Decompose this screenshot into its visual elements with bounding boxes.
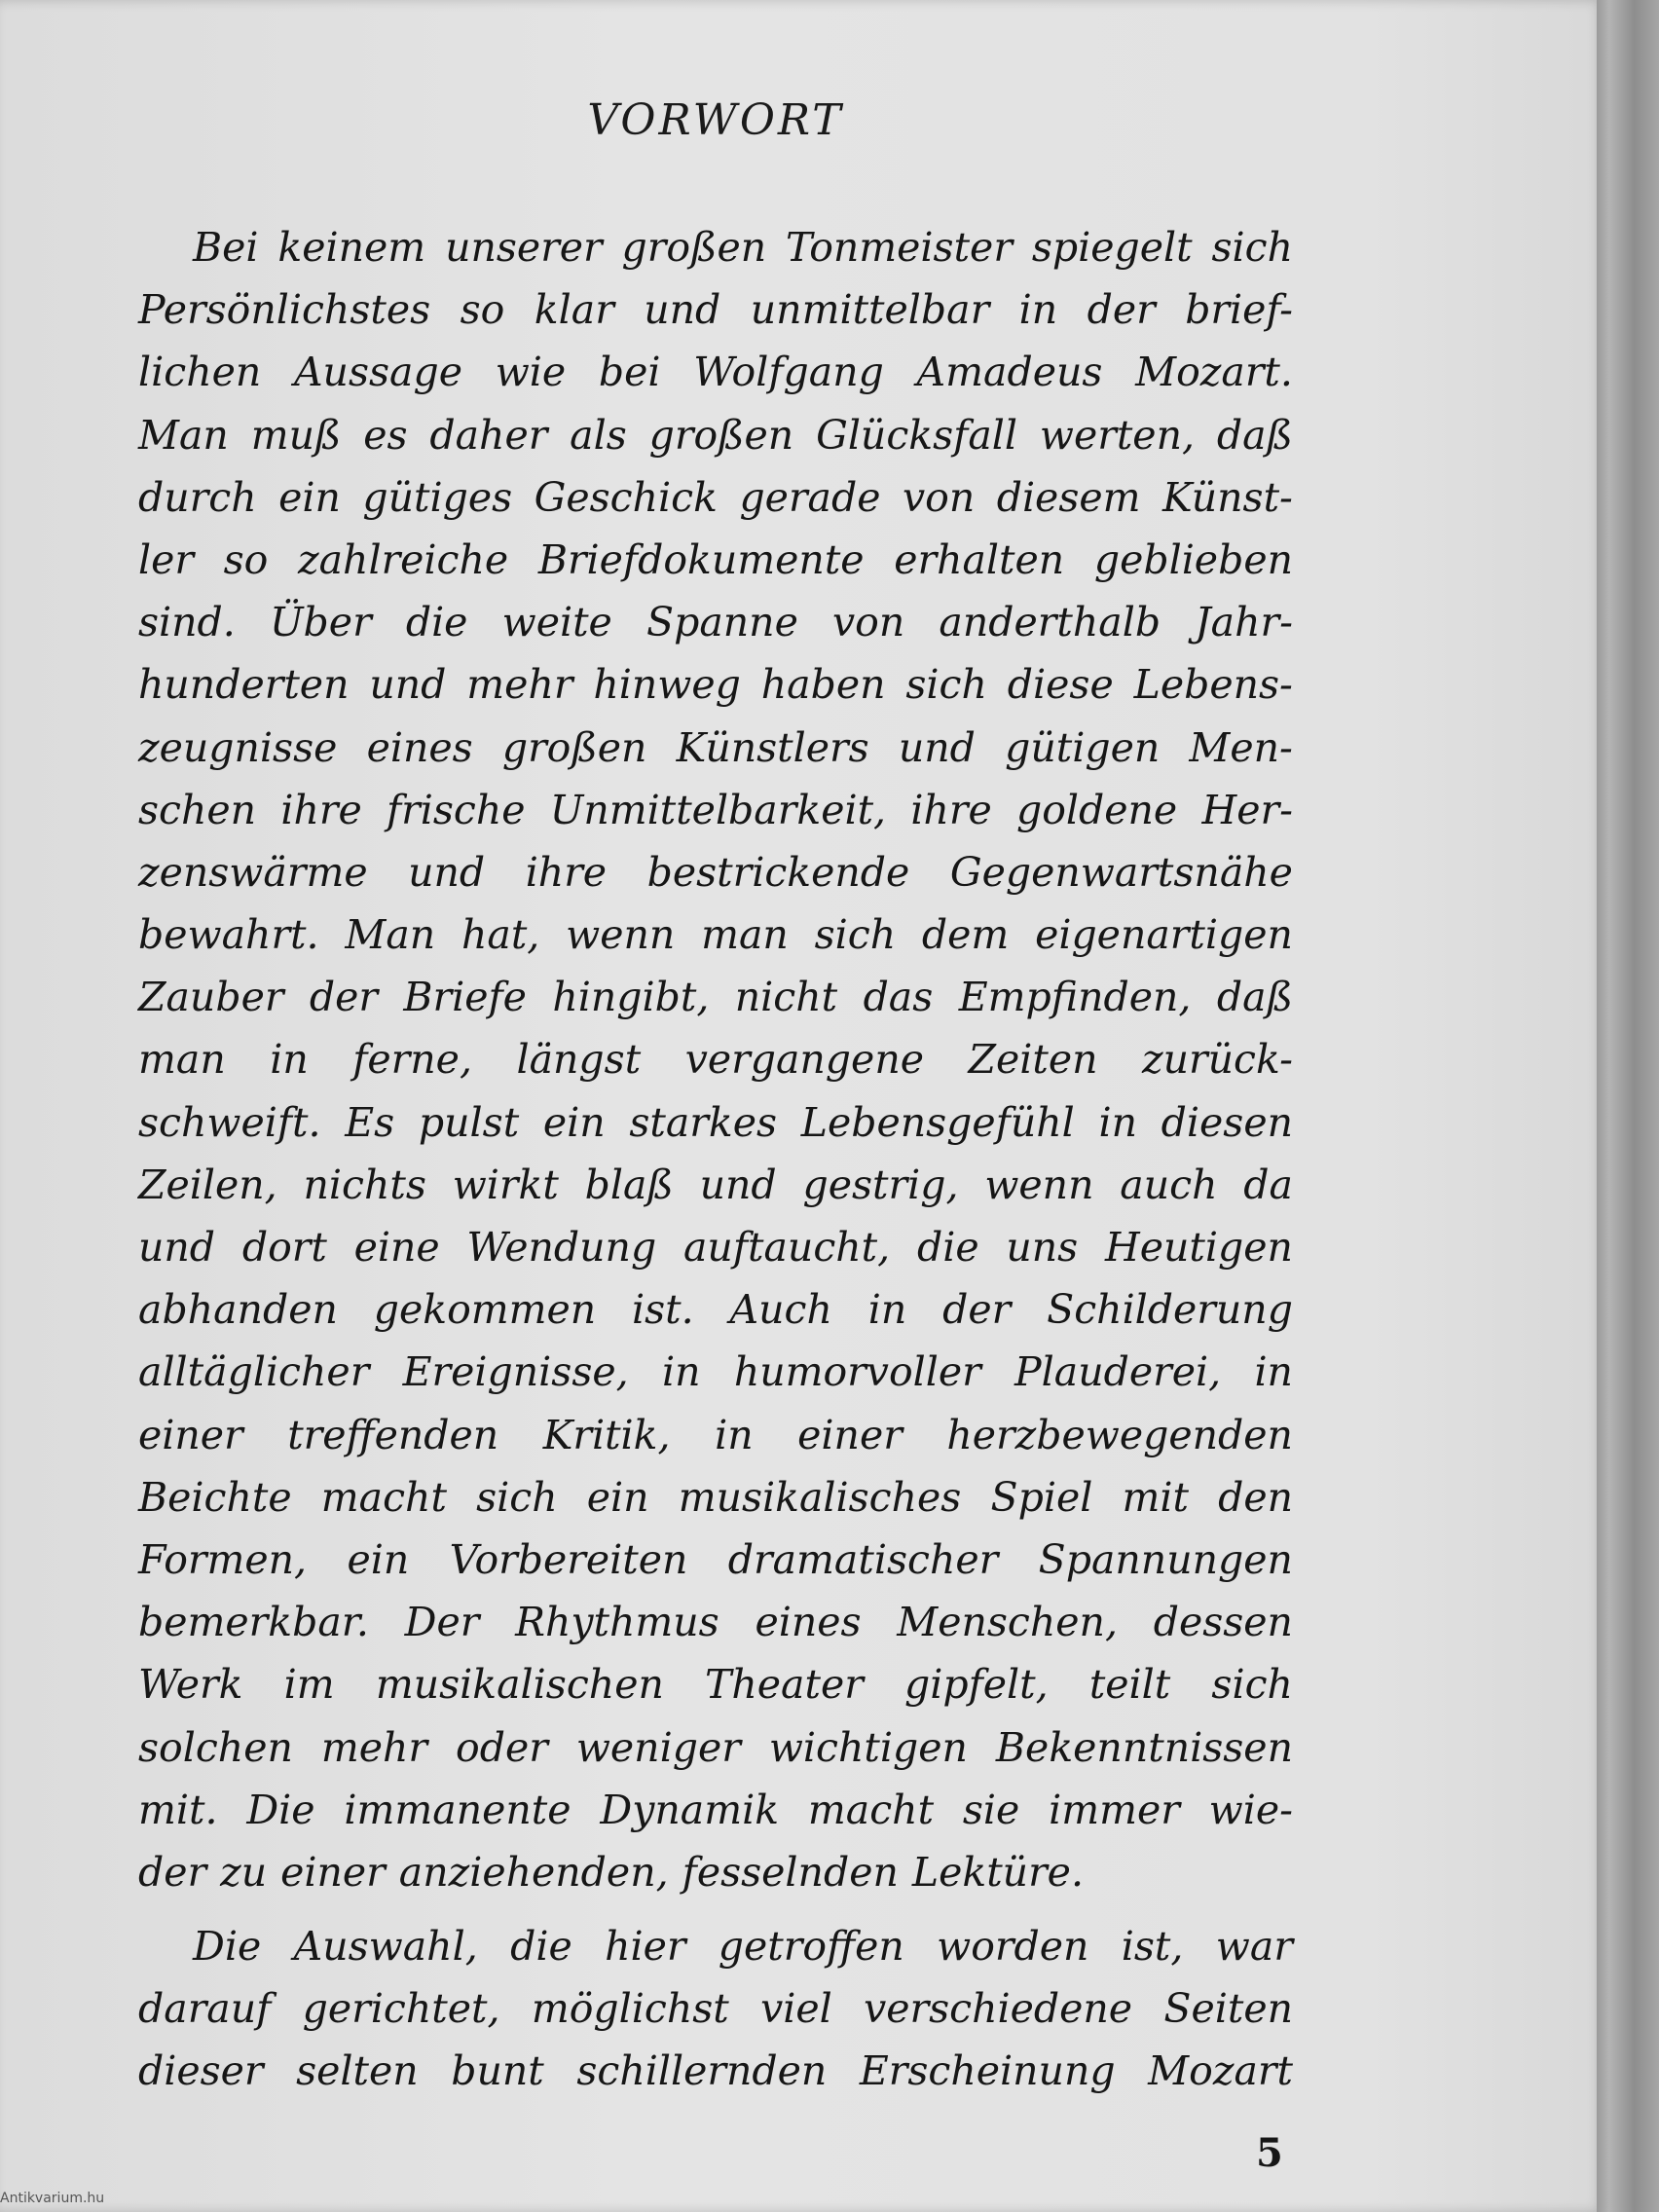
text-line: bemerkbar. Der Rhythmus eines Menschen, dessen <box>138 1599 1293 1646</box>
text-line: durch ein gütiges Geschick gerade von diesem Künst- <box>138 473 1293 521</box>
paragraph <box>138 216 1293 1903</box>
text-line: Persönlichstes so klar und unmittelbar in der brief- <box>138 286 1293 334</box>
text-line: der zu einer anziehenden, fesselnden Lektüre. <box>138 1848 1084 1896</box>
watermark: Antikvarium.hu <box>0 2191 105 2206</box>
text-line: ler so zahlreiche Briefdokumente erhalten geblieben <box>138 535 1293 583</box>
text-line: man in ferne, längst vergangene Zeiten zurück- <box>138 1036 1293 1084</box>
text-line: und dort eine Wendung auftaucht, die uns Heutigen <box>138 1224 1293 1271</box>
chapter-title: VORWORT <box>587 95 844 145</box>
paragraph <box>138 1915 1293 2103</box>
text-line: zenswärme und ihre bestrickende Gegenwartsnähe <box>138 848 1293 896</box>
text-line: hunderten und mehr hinweg haben sich diese Lebens- <box>138 661 1293 709</box>
text-line: einer treffenden Kritik, in einer herzbewegenden <box>138 1411 1293 1458</box>
text-line: Formen, ein Vorbereiten dramatischer Spannungen <box>138 1535 1293 1583</box>
text-line: alltäglicher Ereignisse, in humorvoller Plauderei, in <box>138 1348 1293 1396</box>
text-line: abhanden gekommen ist. Auch in der Schilderung <box>138 1286 1293 1334</box>
text-line: zeugnisse eines großen Künstlers und gütigen Men- <box>138 723 1293 771</box>
text-line: sind. Über die weite Spanne von anderthalb Jahr- <box>138 599 1293 646</box>
text-line: Bei keinem unserer großen Tonmeister spiegelt sich <box>193 224 1293 271</box>
text-line: Die Auswahl, die hier getroffen worden ist, war <box>193 1923 1293 1971</box>
text-line: schweift. Es pulst ein starkes Lebensgefühl in diesen <box>138 1098 1293 1146</box>
text-line: Zauber der Briefe hingibt, nicht das Empfinden, daß <box>138 974 1293 1021</box>
text-line: Werk im musikalischen Theater gipfelt, teilt sich <box>138 1661 1293 1709</box>
book-spine-edge <box>1597 0 1659 2212</box>
text-line: solchen mehr oder weniger wichtigen Bekenntnissen <box>138 1723 1293 1771</box>
text-line: schen ihre frische Unmittelbarkeit, ihre goldene Her- <box>138 786 1293 833</box>
paragraph-gap <box>138 1903 1293 1915</box>
text-line: Man muß es daher als großen Glücksfall werten, daß <box>138 411 1293 459</box>
body-text <box>138 216 1293 2103</box>
text-line: Zeilen, nichts wirkt blaß und gestrig, wenn auch da <box>138 1161 1293 1208</box>
text-line: bewahrt. Man hat, wenn man sich dem eigenartigen <box>138 911 1293 959</box>
text-line: dieser selten bunt schillernden Erscheinung Mozart <box>138 2047 1293 2095</box>
text-line: Beichte macht sich ein musikalisches Spiel mit den <box>138 1473 1293 1521</box>
text-line: darauf gerichtet, möglichst viel verschiedene Seiten <box>138 1985 1293 2033</box>
page-number: 5 <box>1256 2130 1283 2176</box>
text-line: lichen Aussage wie bei Wolfgang Amadeus Mozart. <box>138 349 1293 396</box>
text-line: mit. Die immanente Dynamik macht sie immer wie- <box>138 1786 1293 1833</box>
